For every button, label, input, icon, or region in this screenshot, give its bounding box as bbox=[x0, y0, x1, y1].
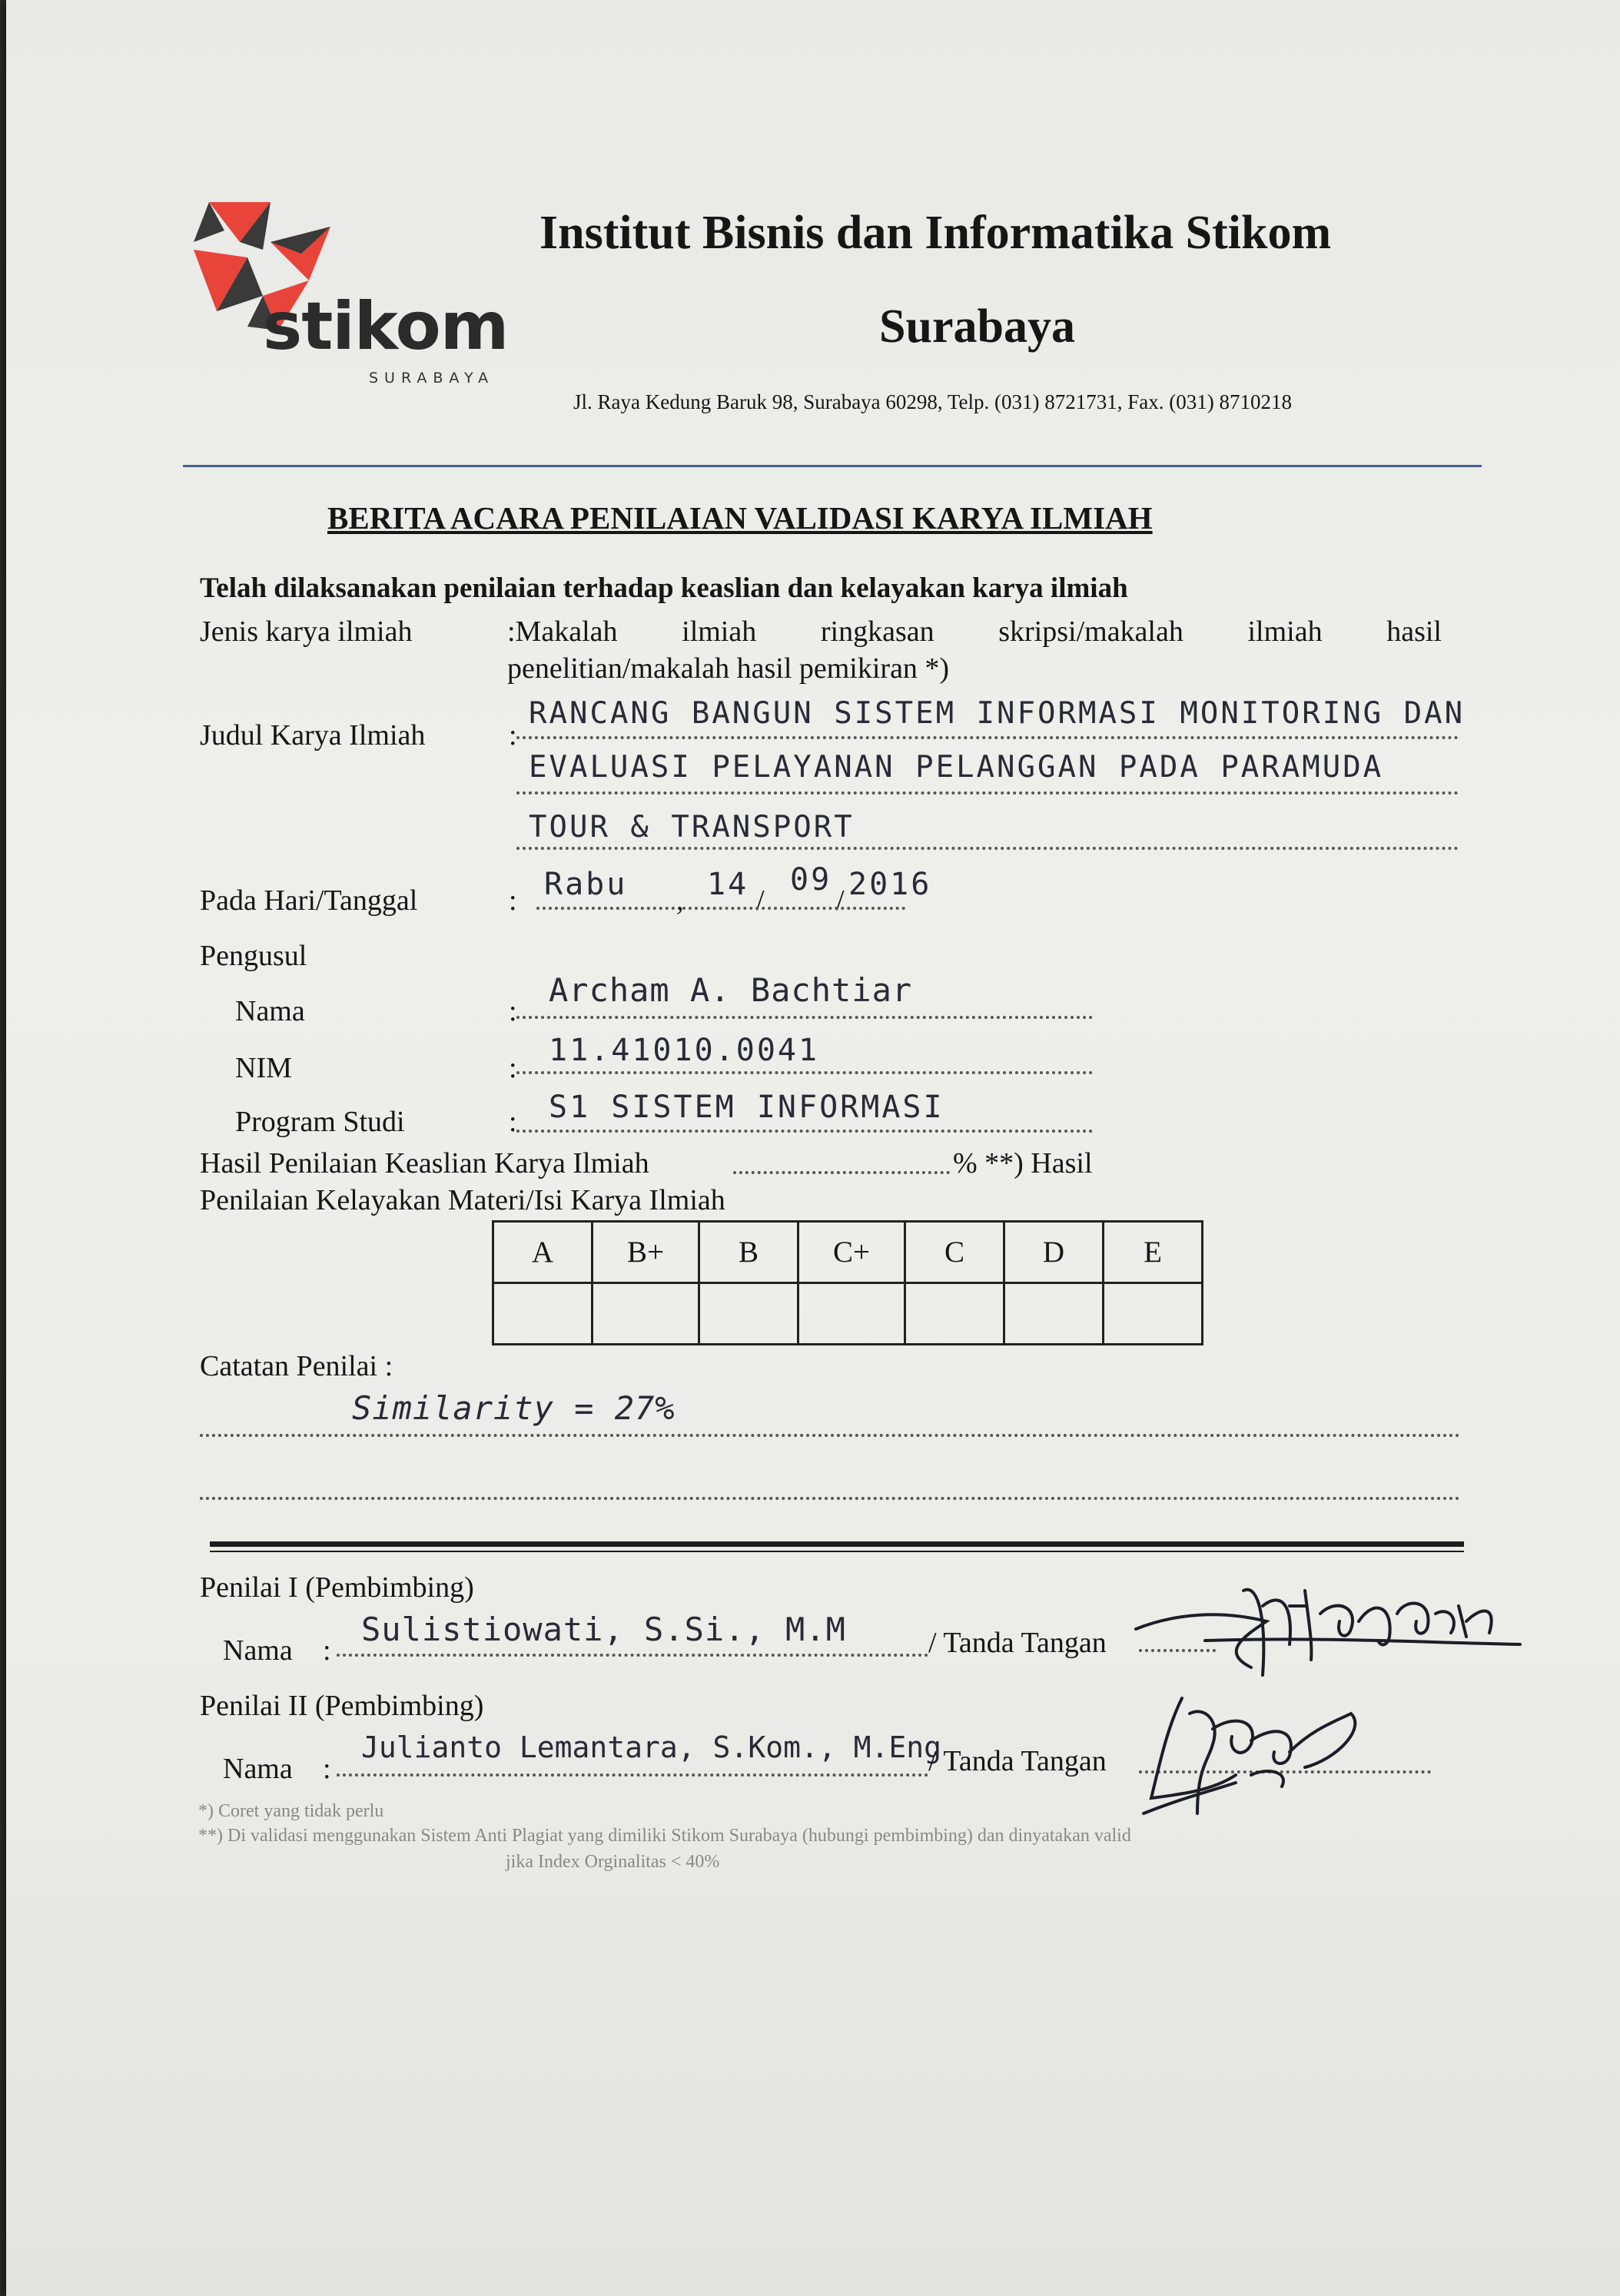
tanggal-comma: , bbox=[676, 884, 684, 917]
grade-value-row bbox=[493, 1283, 1203, 1345]
penilai1-heading: Penilai I (Pembimbing) bbox=[200, 1571, 474, 1604]
grade-value-cell[interactable] bbox=[1004, 1283, 1104, 1345]
pengusul-nim-label: NIM bbox=[235, 1052, 292, 1084]
hasil-keaslian-dots bbox=[733, 1171, 950, 1174]
logo-subtitle: SURABAYA bbox=[369, 370, 495, 387]
institution-address: Jl. Raya Kedung Baruk 98, Surabaya 60298, Telp. (031) 8721731, Fax. (031) 8710218 bbox=[573, 390, 1292, 413]
pengusul-nim-value: 11.41010.0041 bbox=[549, 1033, 820, 1068]
grade-header-cell: B+ bbox=[593, 1222, 699, 1283]
grade-header-cell: C+ bbox=[798, 1222, 905, 1283]
catatan-value: Similarity = 27% bbox=[352, 1389, 676, 1427]
institution-name-line2: Surabaya bbox=[879, 300, 1075, 353]
judul-dotline1 bbox=[516, 736, 1459, 739]
judul-label: Judul Karya Ilmiah bbox=[200, 719, 426, 752]
grade-value-cell[interactable] bbox=[493, 1283, 593, 1345]
grade-header-cell: A bbox=[493, 1222, 593, 1283]
logo-wordmark: stikom bbox=[263, 288, 509, 365]
pengusul-nama-colon: : bbox=[509, 995, 517, 1027]
section-divider bbox=[210, 1541, 1464, 1547]
penilai1-nama-value: Sulistiowati, S.Si., M.M bbox=[361, 1611, 846, 1648]
tanggal-year: 2016 bbox=[848, 867, 932, 902]
footnote-3: jika Index Orginalitas < 40% bbox=[506, 1852, 720, 1872]
tanggal-month: 09 bbox=[790, 862, 832, 897]
catatan-dotline1 bbox=[200, 1434, 1460, 1437]
institution-name-line1: Institut Bisnis dan Informatika Stikom bbox=[539, 207, 1332, 259]
signature-penilai1-icon bbox=[1128, 1560, 1528, 1683]
tanggal-day: 14 bbox=[707, 867, 749, 902]
pengusul-prodi-label: Program Studi bbox=[235, 1106, 405, 1138]
tanggal-dot-hari bbox=[536, 907, 675, 910]
pengusul-prodi-colon: : bbox=[509, 1106, 517, 1138]
grade-header-cell: D bbox=[1004, 1222, 1104, 1283]
penilai2-ttd-label: / Tanda Tangan bbox=[928, 1745, 1107, 1777]
penilai2-nama-value: Julianto Lemantara, S.Kom., M.Eng bbox=[361, 1730, 941, 1764]
grade-value-cell[interactable] bbox=[593, 1283, 699, 1345]
catatan-label: Catatan Penilai : bbox=[200, 1350, 393, 1382]
document-page bbox=[6, 0, 1620, 2296]
signature-penilai2-icon bbox=[1136, 1683, 1382, 1829]
pengusul-nama-dots bbox=[516, 1016, 1093, 1019]
jenis-label: Jenis karya ilmiah bbox=[200, 615, 413, 648]
penilai2-heading: Penilai II (Pembimbing) bbox=[200, 1690, 484, 1722]
pengusul-prodi-dots bbox=[516, 1130, 1093, 1133]
jenis-value-line1: :Makalah ilmiah ringkasan skripsi/makalah ilmiah hasil bbox=[507, 615, 1442, 648]
pengusul-nim-dots bbox=[516, 1071, 1093, 1074]
footnote-1: *) Coret yang tidak perlu bbox=[198, 1801, 384, 1821]
footnote-2: **) Di validasi menggunakan Sistem Anti Plagiat yang dimiliki Stikom Surabaya (hubungi pembimbing) dan dinyatakan valid bbox=[198, 1826, 1131, 1846]
tanggal-dot-date bbox=[682, 907, 905, 910]
kelayakan-label: Penilaian Kelayakan Materi/Isi Karya Ilmiah bbox=[200, 1184, 725, 1216]
penilai2-nama-dots bbox=[337, 1773, 928, 1777]
penilai2-colon: : bbox=[323, 1753, 331, 1785]
form-title: BERITA ACARA PENILAIAN VALIDASI KARYA ILMIAH bbox=[327, 500, 1153, 536]
judul-dotline2 bbox=[516, 791, 1459, 795]
grade-table bbox=[492, 1220, 1203, 1345]
catatan-dotline2 bbox=[200, 1497, 1460, 1500]
pengusul-nama-label: Nama bbox=[235, 995, 305, 1027]
tanggal-label: Pada Hari/Tanggal bbox=[200, 884, 418, 917]
grade-header-row bbox=[493, 1222, 1203, 1283]
penilai2-nama-label: Nama bbox=[223, 1753, 293, 1785]
pengusul-nim-colon: : bbox=[509, 1052, 517, 1084]
header-divider bbox=[183, 465, 1482, 467]
grade-value-cell[interactable] bbox=[905, 1283, 1004, 1345]
jenis-value-line2: penelitian/makalah hasil pemikiran *) bbox=[507, 652, 950, 685]
hasil-keaslian-label: Hasil Penilaian Keaslian Karya Ilmiah bbox=[200, 1147, 649, 1180]
penilai1-ttd-label: / Tanda Tangan bbox=[928, 1627, 1107, 1659]
penilai1-nama-dots bbox=[337, 1654, 928, 1657]
pengusul-nama-value: Archam A. Bachtiar bbox=[549, 971, 913, 1009]
grade-value-cell[interactable] bbox=[798, 1283, 905, 1345]
judul-dotline3 bbox=[516, 847, 1459, 850]
tanggal-sep2: / bbox=[836, 884, 845, 917]
stikom-logo bbox=[194, 196, 516, 396]
pengusul-label: Pengusul bbox=[200, 940, 307, 972]
grade-header-cell: E bbox=[1104, 1222, 1203, 1283]
grade-value-cell[interactable] bbox=[699, 1283, 798, 1345]
section-divider-thin bbox=[210, 1551, 1464, 1552]
judul-line3: TOUR & TRANSPORT bbox=[529, 810, 855, 844]
grade-value-cell[interactable] bbox=[1104, 1283, 1203, 1345]
grade-header-cell: C bbox=[905, 1222, 1004, 1283]
form-intro: Telah dilaksanakan penilaian terhadap keaslian dan kelayakan karya ilmiah bbox=[200, 572, 1128, 604]
grade-header-cell: B bbox=[699, 1222, 798, 1283]
hasil-keaslian-suffix: % **) Hasil bbox=[953, 1147, 1093, 1180]
judul-line2: EVALUASI PELAYANAN PELANGGAN PADA PARAMUDA bbox=[529, 750, 1384, 785]
judul-colon: : bbox=[509, 719, 517, 752]
judul-line1: RANCANG BANGUN SISTEM INFORMASI MONITORING DAN bbox=[529, 696, 1466, 731]
penilai1-nama-label: Nama bbox=[223, 1634, 293, 1667]
penilai1-colon: : bbox=[323, 1634, 331, 1667]
tanggal-sep1: / bbox=[756, 884, 765, 917]
tanggal-hari: Rabu bbox=[544, 867, 628, 902]
pengusul-prodi-value: S1 SISTEM INFORMASI bbox=[549, 1090, 944, 1125]
tanggal-colon: : bbox=[509, 884, 517, 917]
